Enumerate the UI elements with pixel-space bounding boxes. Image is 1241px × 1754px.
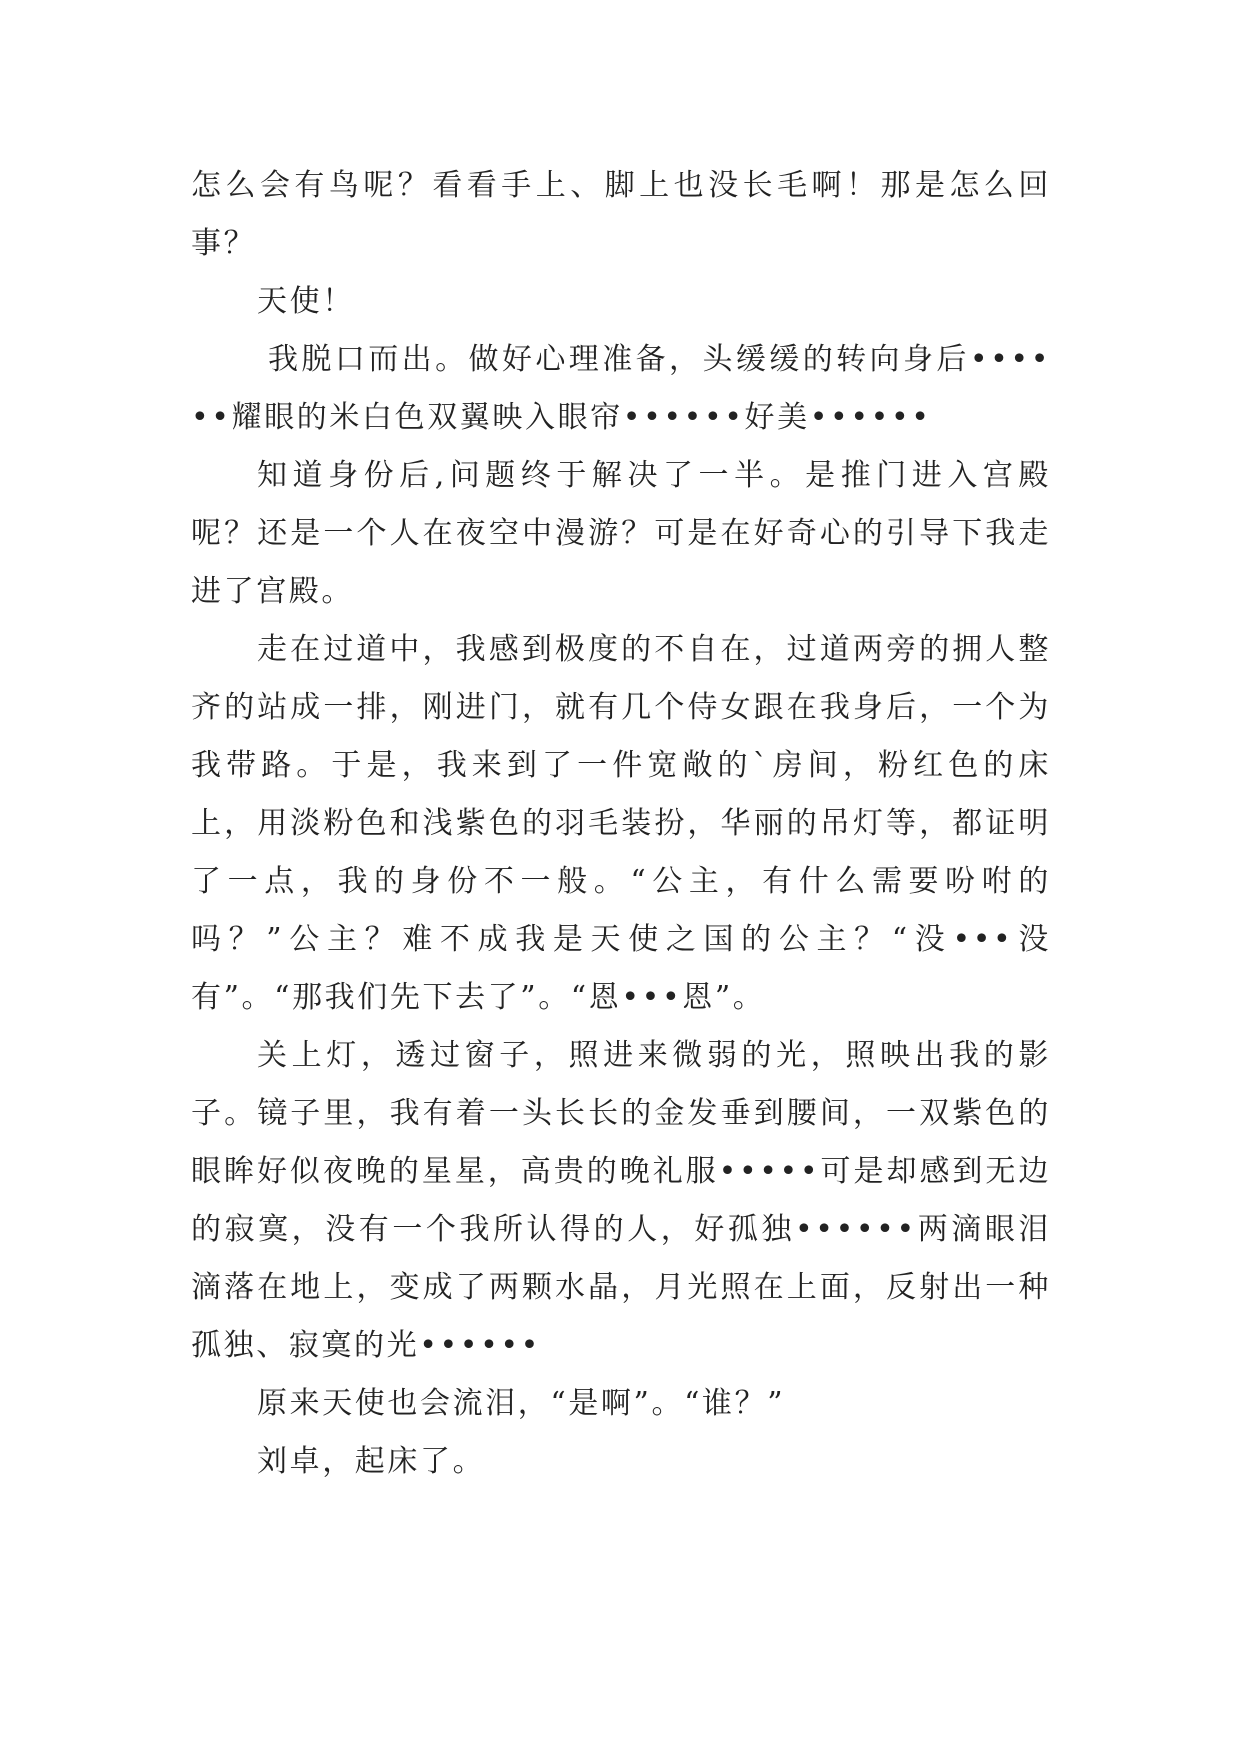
paragraph-1: 怎么会有鸟呢？看看手上、脚上也没长毛啊！那是怎么回事？: [191, 168, 1051, 261]
document-body: [191, 157, 1051, 1491]
paragraph-2: 天使！: [257, 284, 355, 319]
paragraph-3: 我脱口而出。做好心理准备，头缓缓的转向身后••••••耀眼的米白色双翼映入眼帘••••••好美••••••: [191, 342, 1051, 435]
paragraph-8: 刘卓，起床了。: [257, 1444, 486, 1479]
paragraph-7: 原来天使也会流泪，“是啊”。“谁？”: [257, 1386, 786, 1421]
paragraph-6: 关上灯，透过窗子，照进来微弱的光，照映出我的影子。镜子里，我有着一头长长的金发垂到腰间，一双紫色的眼眸好似夜晚的星星，高贵的晚礼服•••••可是却感到无边的寂寞，没有一个我所认得的人，好孤独••••••两滴眼泪滴落在地上，变成了两颗水晶，月光照在上面，反射出一种孤独、寂寞的光••••••: [191, 1038, 1051, 1363]
paragraph-5: 走在过道中，我感到极度的不自在，过道两旁的拥人整齐的站成一排，刚进门，就有几个侍女跟在我身后，一个为我带路。于是，我来到了一件宽敞的`房间，粉红色的床上，用淡粉色和浅紫色的羽毛装扮，华丽的吊灯等，都证明了一点，我的身份不一般。“公主，有什么需要吩咐的吗？”公主？难不成我是天使之国的公主？“没•••没有”。“那我们先下去了”。“恩•••恩”。: [191, 632, 1051, 1015]
paragraph-4: 知道身份后,问题终于解决了一半。是推门进入宫殿呢？还是一个人在夜空中漫游？可是在好奇心的引导下我走进了宫殿。: [191, 458, 1051, 609]
